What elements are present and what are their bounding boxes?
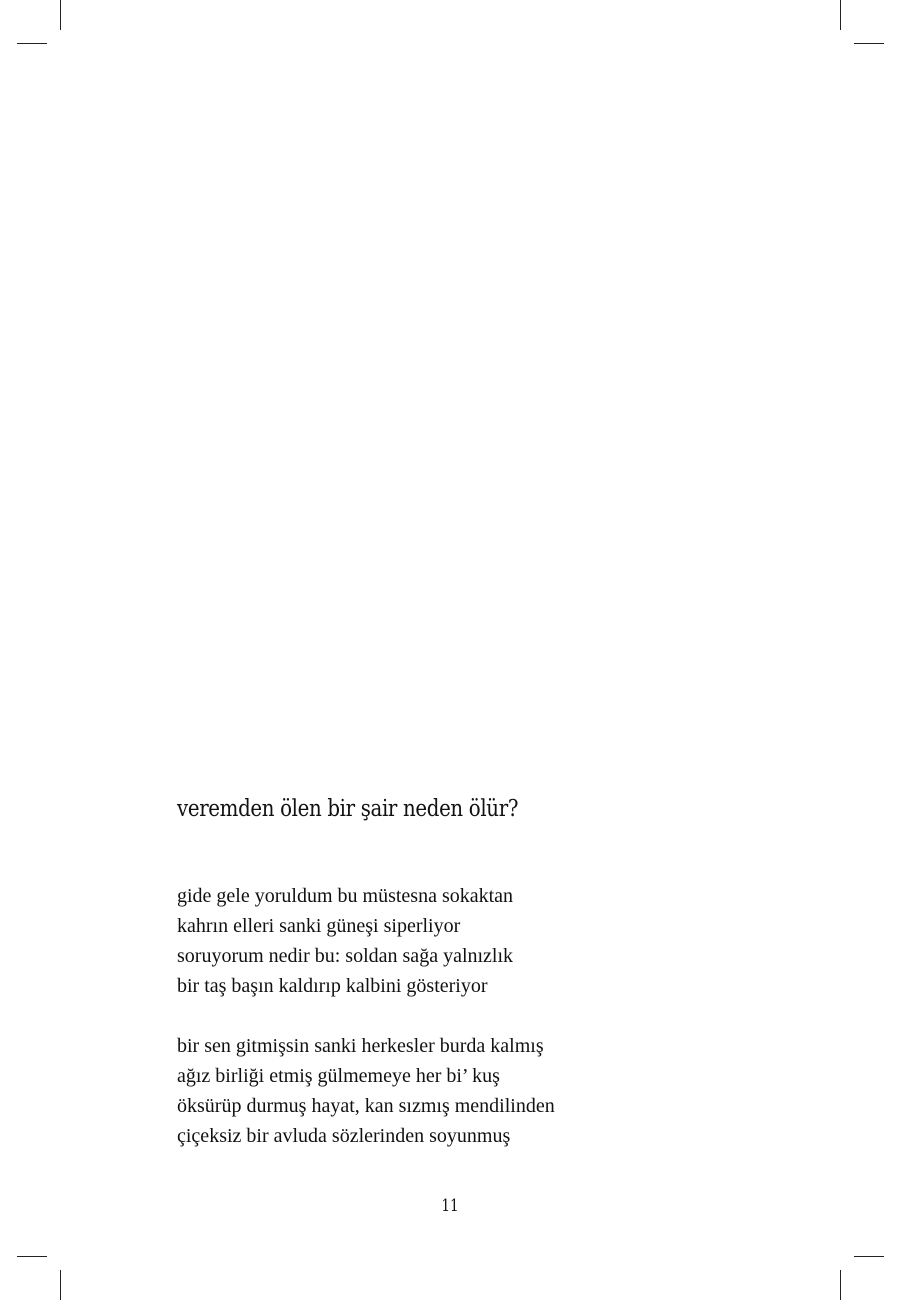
crop-mark-top-left-vertical <box>60 0 61 30</box>
stanza-1 <box>177 881 737 1001</box>
poem-line: bir sen gitmişsin sanki herkesler burda kalmış <box>177 1035 544 1057</box>
poem-line: kahrın elleri sanki güneşi siperliyor <box>177 915 461 937</box>
crop-mark-top-left-horizontal <box>17 43 47 44</box>
poem-line: öksürüp durmuş hayat, kan sızmış mendilinden <box>177 1095 555 1117</box>
crop-mark-bottom-left-horizontal <box>17 1256 47 1257</box>
crop-mark-top-right-vertical <box>840 0 841 30</box>
poem-line: gide gele yoruldum bu müstesna sokaktan <box>177 885 514 907</box>
crop-mark-top-right-horizontal <box>854 43 884 44</box>
poem-line: bir taş başın kaldırıp kalbini gösteriyor <box>177 975 488 997</box>
page-number: 11 <box>441 1196 459 1216</box>
poem-line: çiçeksiz bir avluda sözlerinden soyunmuş <box>177 1125 511 1147</box>
stanza-2 <box>177 1031 737 1151</box>
poem-line: soruyorum nedir bu: soldan sağa yalnızlık <box>177 945 514 967</box>
crop-mark-bottom-right-vertical <box>840 1270 841 1300</box>
crop-mark-bottom-left-vertical <box>60 1270 61 1300</box>
poem-line: ağız birliği etmiş gülmemeye her bi’ kuş <box>177 1065 500 1087</box>
poem-title: veremden ölen bir şair neden ölür? <box>177 796 519 822</box>
crop-mark-bottom-right-horizontal <box>854 1256 884 1257</box>
poem <box>177 794 737 1151</box>
